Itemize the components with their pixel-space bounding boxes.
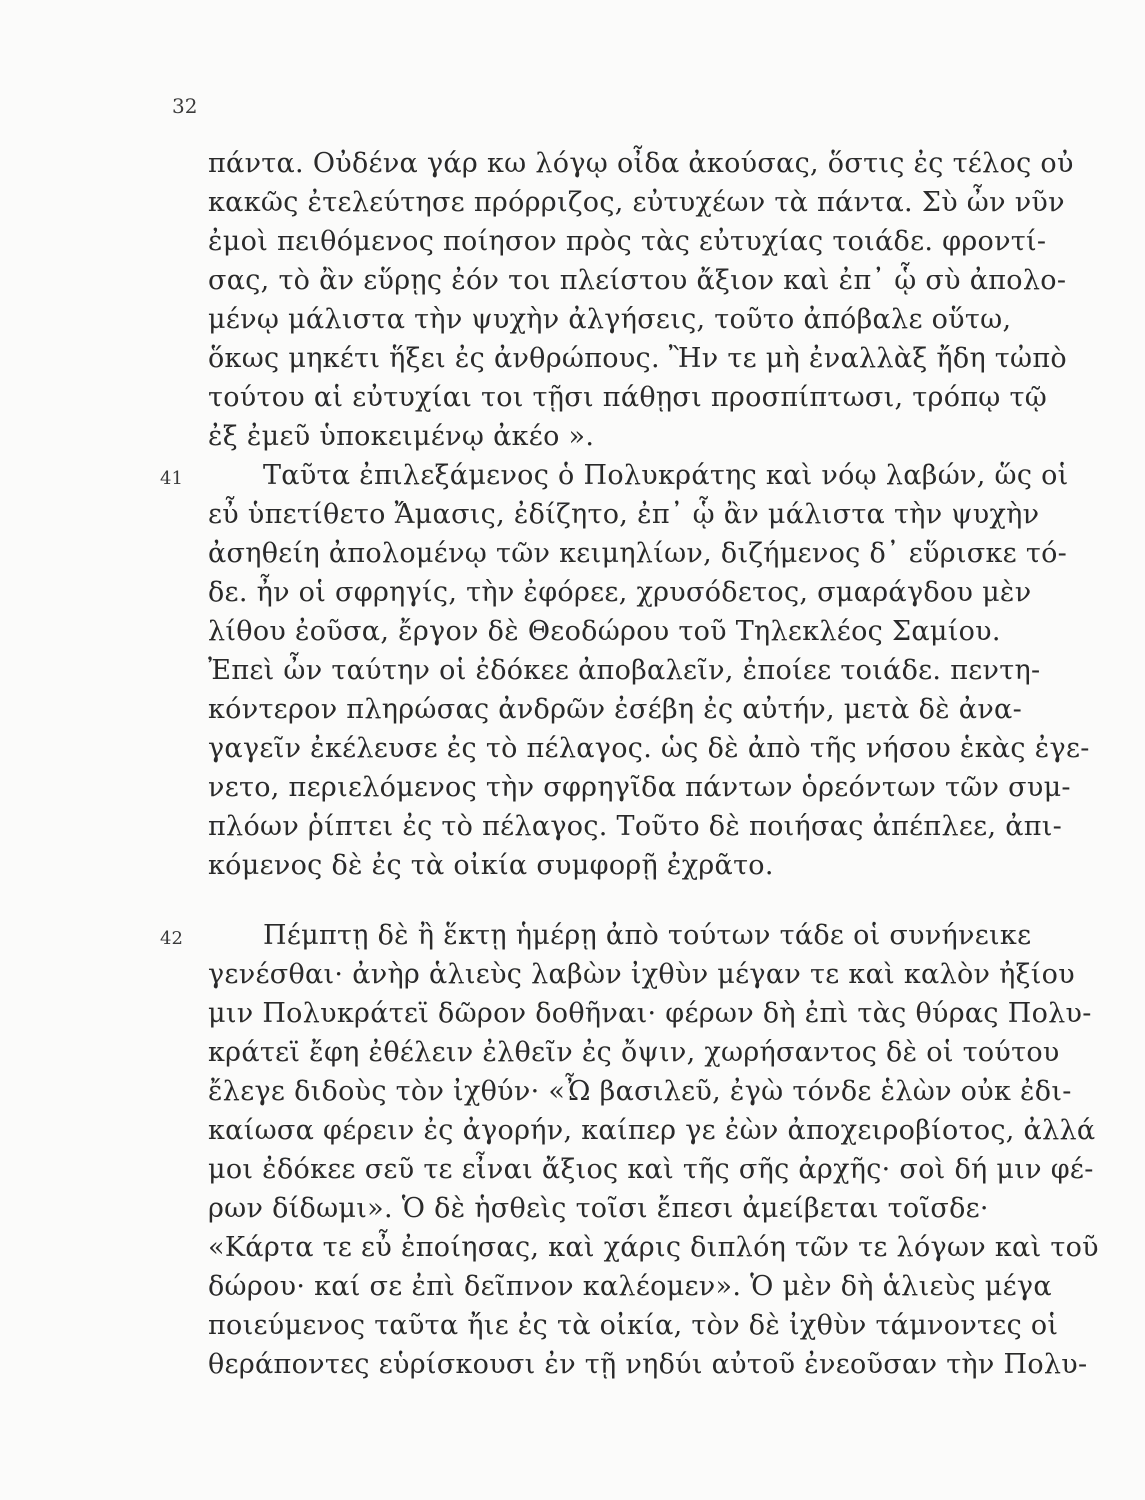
text-line: ἔλεγε διδοὺς τὸν ἰχθύν· «Ὦ βασιλεῦ, ἐγὼ τόνδε ἑλὼν οὐκ ἐδι- <box>208 1076 1072 1107</box>
text-line: γαγεῖν ἐκέλευσε ἐς τὸ πέλαγος. ὡς δὲ ἀπὸ τῆς νήσου ἑκὰς ἐγε- <box>208 733 1090 764</box>
text-line: κράτεϊ ἔφη ἐθέλειν ἐλθεῖν ἐς ὄψιν, χωρήσαντος δὲ οἱ τούτου <box>208 1037 1060 1068</box>
section-number: 42 <box>160 928 183 949</box>
text-line: τούτου αἱ εὐτυχίαι τοι τῇσι πάθῃσι προσπίπτωσι, τρόπῳ τῷ <box>208 382 1048 413</box>
text-line: ἐμοὶ πειθόμενος ποίησον πρὸς τὰς εὐτυχίας τοιάδε. φροντί- <box>208 226 1047 257</box>
text-line: καίωσα φέρειν ἐς ἀγορήν, καίπερ γε ἐὼν ἀποχειροβίοτος, ἀλλά <box>208 1115 1096 1146</box>
text-line: «Κάρτα τε εὖ ἐποίησας, καὶ χάρις διπλόη τῶν τε λόγων καὶ τοῦ <box>208 1232 1099 1263</box>
text-line: λίθου ἐοῦσα, ἔργον δὲ Θεοδώρου τοῦ Τηλεκλέος Σαμίου. <box>208 616 1001 647</box>
text-line: Ἐπεὶ ὦν ταύτην οἱ ἐδόκεε ἀποβαλεῖν, ἐποίεε τοιάδε. πεντη- <box>208 655 1041 686</box>
text-line: ποιεύμενος ταῦτα ἤιε ἐς τὰ οἰκία, τὸν δὲ ἰχθὺν τάμνοντες οἱ <box>208 1310 1059 1341</box>
text-line: ἐξ ἐμεῦ ὑποκειμένῳ ἀκέο ». <box>208 421 595 452</box>
section-number: 41 <box>160 468 183 489</box>
text-line: θεράποντες εὑρίσκουσι ἐν τῇ νηδύι αὐτοῦ ἐνεοῦσαν τὴν Πολυ- <box>208 1349 1088 1380</box>
text-line: μένῳ μάλιστα τὴν ψυχὴν ἀλγήσεις, τοῦτο ἀπόβαλε οὕτω, <box>208 304 1012 335</box>
text-line: μιν Πολυκράτεϊ δῶρον δοθῆναι· φέρων δὴ ἐπὶ τὰς θύρας Πολυ- <box>208 998 1092 1029</box>
text-line: Ταῦτα ἐπιλεξάμενος ὁ Πολυκράτης καὶ νόῳ λαβών, ὥς οἱ <box>263 460 1069 491</box>
text-line: κόντερον πληρώσας ἀνδρῶν ἐσέβη ἐς αὐτήν, μετὰ δὲ ἀνα- <box>208 694 1022 725</box>
text-line: δε. ἦν οἱ σφρηγίς, τὴν ἐφόρεε, χρυσόδετος, σμαράγδου μὲν <box>208 577 1032 608</box>
page-number: 32 <box>172 94 198 118</box>
text-line: κόμενος δὲ ἐς τὰ οἰκία συμφορῇ ἐχρᾶτο. <box>208 850 774 881</box>
text-line: δώρου· καί σε ἐπὶ δεῖπνον καλέομεν». Ὁ μὲν δὴ ἁλιεὺς μέγα <box>208 1271 1052 1302</box>
text-line: ἀσηθείη ἀπολομένῳ τῶν κειμηλίων, διζήμενος δ᾽ εὕρισκε τό- <box>208 538 1068 569</box>
text-line: γενέσθαι· ἀνὴρ ἁλιεὺς λαβὼν ἰχθὺν μέγαν τε καὶ καλὸν ἠξίου <box>208 959 1075 990</box>
text-line: εὖ ὑπετίθετο Ἄμασις, ἐδίζητο, ἐπ᾽ ᾧ ἂν μάλιστα τὴν ψυχὴν <box>208 499 1040 530</box>
text-line: ὅκως μηκέτι ἥξει ἐς ἀνθρώπους. Ἢν τε μὴ ἐναλλὰξ ἤδη τὠπὸ <box>208 343 1067 374</box>
text-line: κακῶς ἐτελεύτησε πρόρριζος, εὐτυχέων τὰ πάντα. Σὺ ὦν νῦν <box>208 187 1065 218</box>
text-line: ρων δίδωμι». Ὁ δὲ ἡσθεὶς τοῖσι ἔπεσι ἀμείβεται τοῖσδε· <box>208 1193 989 1224</box>
text-line: μοι ἐδόκεε σεῦ τε εἶναι ἄξιος καὶ τῆς σῆς ἀρχῆς· σοὶ δή μιν φέ- <box>208 1154 1094 1185</box>
text-line: νετο, περιελόμενος τὴν σφρηγῖδα πάντων ὁρεόντων τῶν συμ- <box>208 772 1071 803</box>
text-line: σας, τὸ ἂν εὕρῃς ἐόν τοι πλείστου ἄξιον καὶ ἐπ᾽ ᾧ σὺ ἀπολο- <box>208 265 1067 296</box>
text-line: πλόων ῥίπτει ἐς τὸ πέλαγος. Τοῦτο δὲ ποιήσας ἀπέπλεε, ἀπι- <box>208 811 1063 842</box>
text-line: Πέμπτῃ δὲ ἢ ἕκτῃ ἡμέρῃ ἀπὸ τούτων τάδε οἱ συνήνεικε <box>263 920 1032 951</box>
text-line: πάντα. Οὐδένα γάρ κω λόγῳ οἶδα ἀκούσας, ὅστις ἐς τέλος οὐ <box>208 148 1074 179</box>
